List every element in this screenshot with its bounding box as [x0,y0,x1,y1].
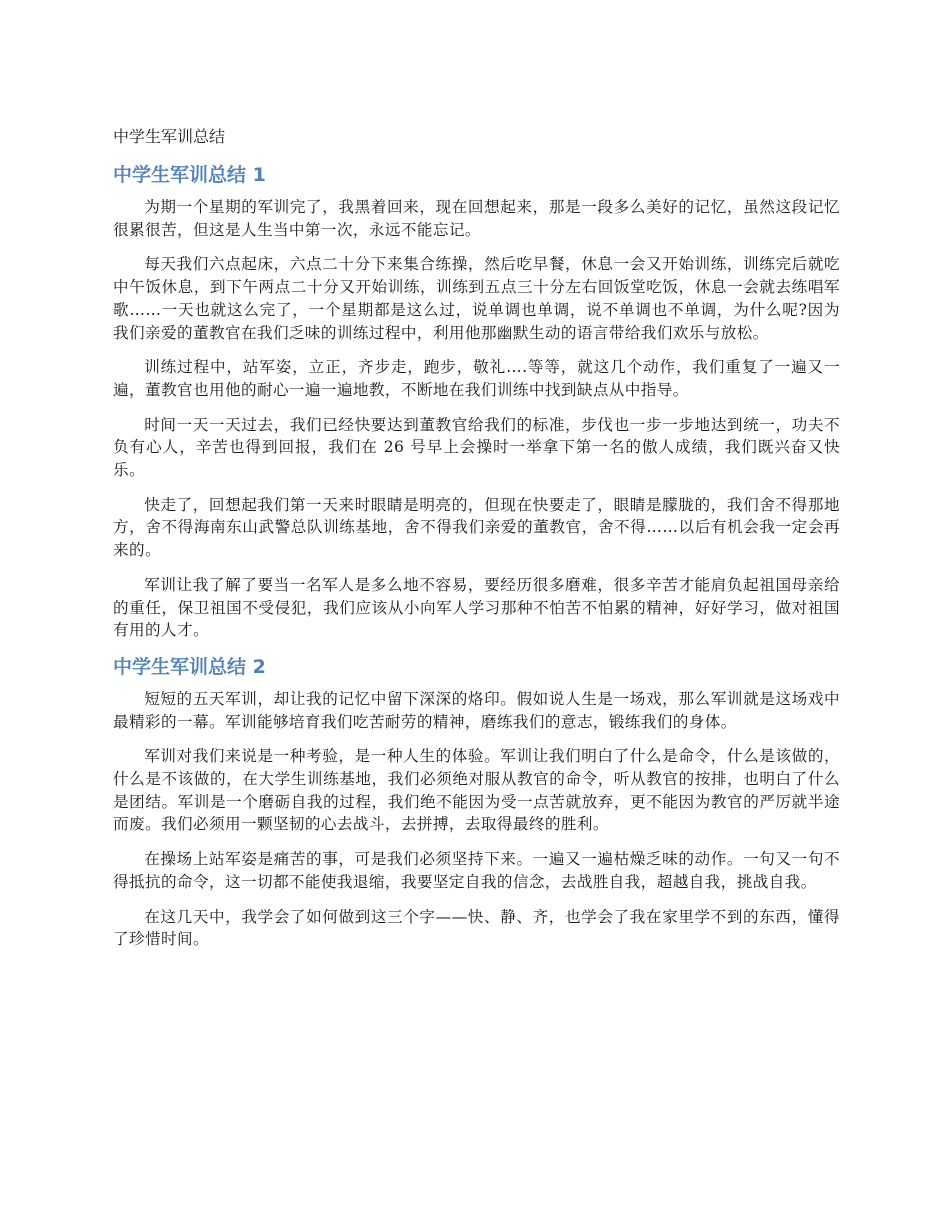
paragraph: 训练过程中，站军姿，立正，齐步走，跑步，敬礼….等等，就这几个动作，我们重复了一遍又一遍，董教官也用他的耐心一遍一遍地教，不断地在我们训练中找到缺点从中指导。 [113,358,840,399]
section-1 [113,162,840,642]
document-content [113,124,840,963]
section-2 [113,654,840,951]
document-title: 中学生军训总结 [113,127,226,146]
paragraph: 军训让我了解了要当一名军人是多么地不容易，要经历很多磨难，很多辛苦才能肩负起祖国母亲给的重任，保卫祖国不受侵犯，我们应该从小向军人学习那种不怕苦不怕累的精神，好好学习，做对祖国有用的人才。 [113,575,840,640]
paragraph: 为期一个星期的军训完了，我黑着回来，现在回想起来，那是一段多么美好的记忆，虽然这段记忆很累很苦，但这是人生当中第一次，永远不能忘记。 [113,198,840,239]
paragraph: 军训对我们来说是一种考验，是一种人生的体验。军训让我们明白了什么是命令，什么是该做的，什么是不该做的，在大学生训练基地，我们必须绝对服从教官的命令，听从教官的按排，也明白了什么是团结。军训是一个磨砺自我的过程，我们绝不能因为受一点苦就放弃，更不能因为教官的严厉就半途而废。我们必须用一颗坚韧的心去战斗，去拼搏，去取得最终的胜利。 [113,747,840,834]
paragraph: 在操场上站军姿是痛苦的事，可是我们必须坚持下来。一遍又一遍枯燥乏味的动作。一句又一句不得抵抗的命令，这一切都不能使我退缩，我要坚定自我的信念，去战胜自我，超越自我，挑战自我。 [113,850,840,891]
section-heading: 中学生军训总结 2 [113,655,266,678]
paragraph: 快走了，回想起我们第一天来时眼睛是明亮的，但现在快要走了，眼睛是朦胧的，我们舍不得那地方，舍不得海南东山武警总队训练基地，舍不得我们亲爱的董教官，舍不得……以后有机会我一定会再来的。 [113,495,840,560]
paragraph: 每天我们六点起床，六点二十分下来集合练操，然后吃早餐，休息一会又开始训练，训练完后就吃中午饭休息，到下午两点二十分又开始训练，训练到五点三十分左右回饭堂吃饭，休息一会就去练唱军歌……一天也就这么完了，一个星期都是这么过，说单调也单调，说不单调也不单调，为什么呢?因为我们亲爱的董教官在我们乏味的训练过程中，利用他那幽默生动的语言带给我们欢乐与放松。 [113,255,840,342]
paragraph: 短短的五天军训，却让我的记忆中留下深深的烙印。假如说人生是一场戏，那么军训就是这场戏中最精彩的一幕。军训能够培育我们吃苦耐劳的精神，磨练我们的意志，锻练我们的身体。 [113,689,840,731]
paragraph: 在这几天中，我学会了如何做到这三个字——快、静、齐，也学会了我在家里学不到的东西，懂得了珍惜时间。 [113,907,840,949]
paragraph: 时间一天一天过去，我们已经快要达到董教官给我们的标准，步伐也一步一步地达到统一，功夫不负有心人，辛苦也得到回报，我们在 26 号早上会操时一举拿下第一名的傲人成绩，我们既兴奋又快乐。 [113,415,840,480]
section-heading: 中学生军训总结 1 [113,164,266,186]
